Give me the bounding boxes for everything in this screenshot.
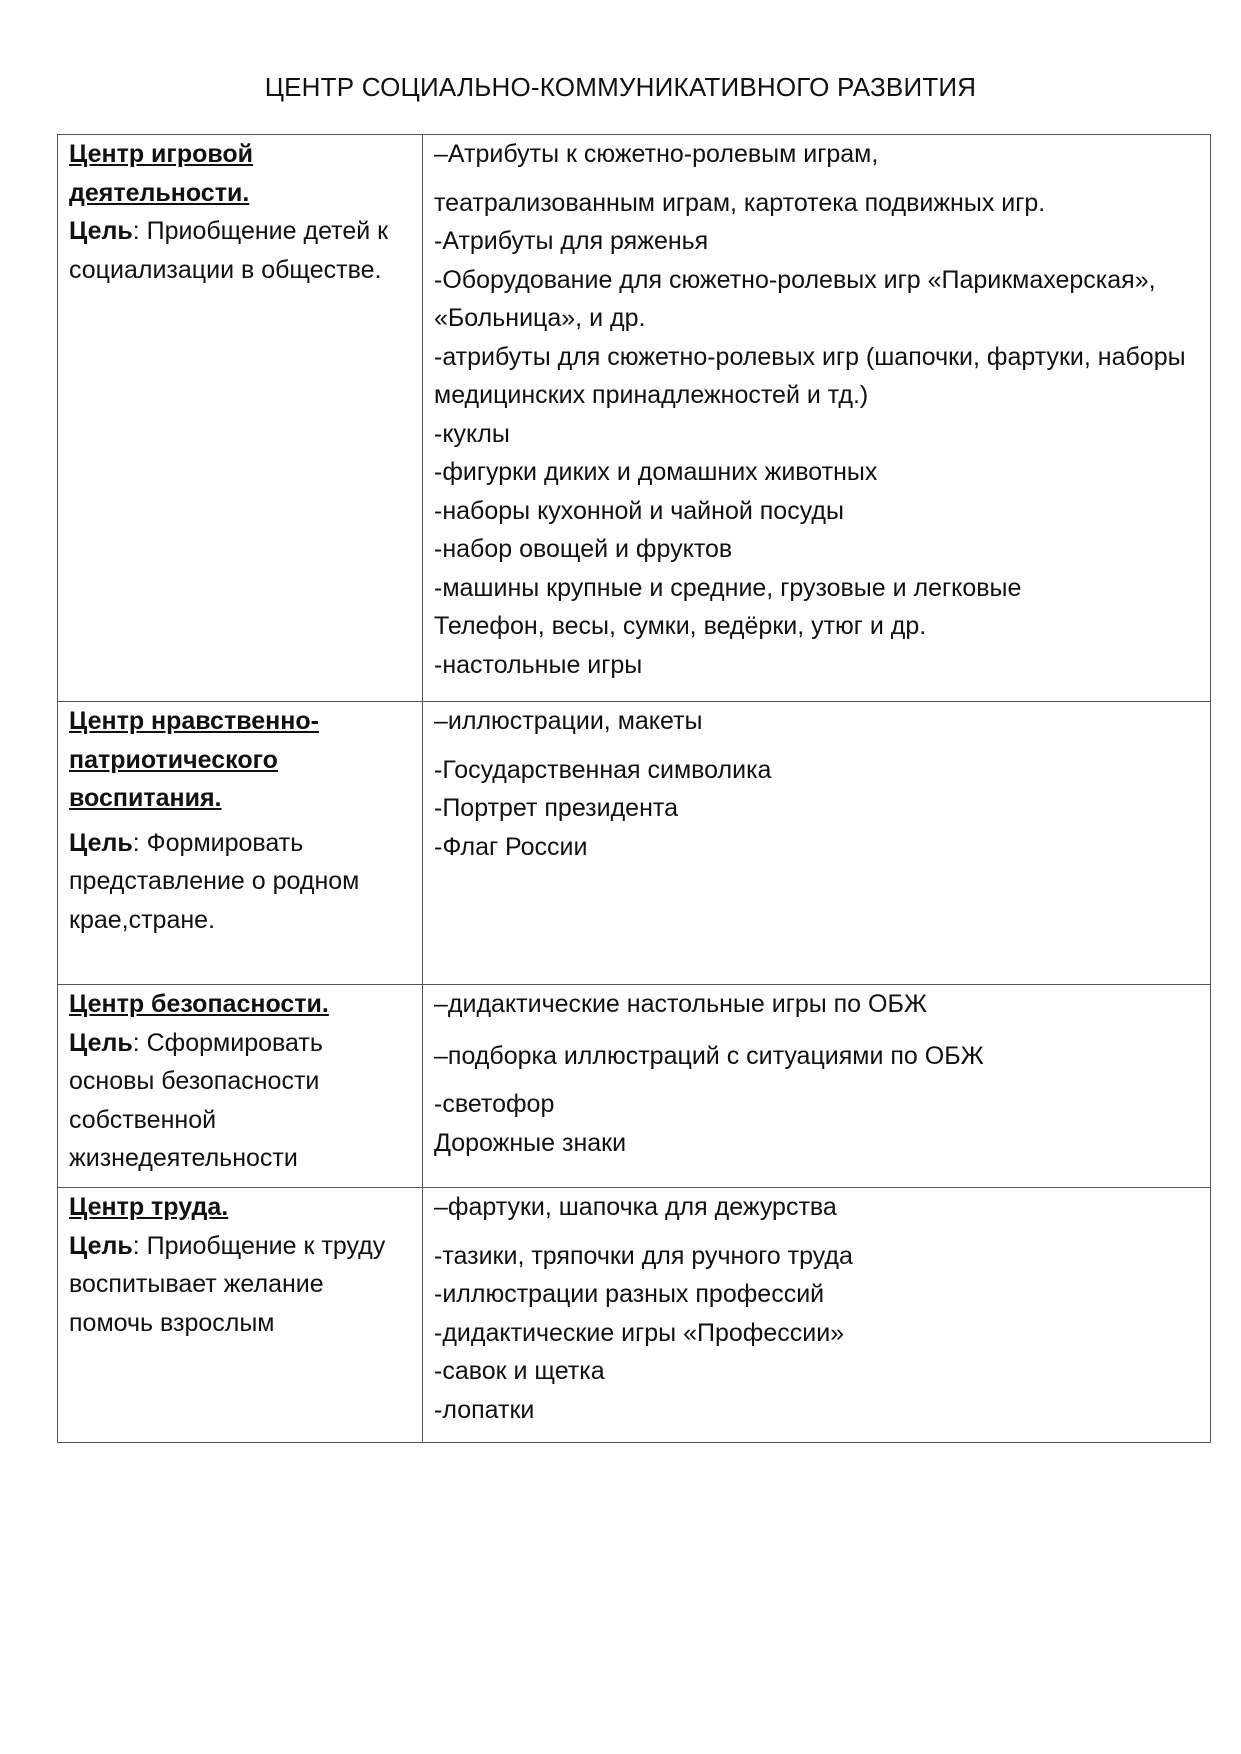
list-item: -Оборудование для сюжетно-ролевых игр «Парикмахерская», «Больница», и др.: [434, 265, 1156, 332]
list-item: –дидактические настольные игры по ОБЖ: [434, 990, 927, 1018]
list-item: Телефон, весы, сумки, ведёрки, утюг и др.: [434, 612, 927, 640]
center-goal: [69, 1024, 412, 1178]
goal-text: : Формировать представление о родном крае,стране.: [69, 828, 360, 934]
goal-label: Цель: [69, 1231, 133, 1260]
center-description-cell: [58, 135, 423, 702]
list-item: –подборка иллюстраций с ситуациями по ОБЖ: [434, 1041, 984, 1070]
list-item: -светофор: [434, 1090, 555, 1118]
center-items-cell: [423, 1188, 1211, 1443]
list-item: -Атрибуты для ряженья: [434, 227, 709, 255]
goal-text: : Приобщение к труду воспитывает желание помочь взрослым: [69, 1231, 386, 1337]
center-description-cell: [58, 1188, 423, 1443]
document-title: ЦЕНТР СОЦИАЛЬНО-КОММУНИКАТИВНОГО РАЗВИТИЯ: [264, 72, 977, 102]
list-item: театрализованным играм, картотека подвижных игр.: [434, 188, 1046, 217]
center-name: Центр труда.: [69, 1193, 229, 1221]
center-description-cell: [58, 985, 423, 1188]
list-item: -лопатки: [434, 1395, 535, 1424]
list-item: -набор овощей и фруктов: [434, 535, 733, 563]
list-item: -Флаг России: [434, 832, 588, 861]
list-item: –иллюстрации, макеты: [434, 707, 703, 735]
list-item: -фигурки диких и домашних животных: [434, 458, 878, 486]
center-items-cell: [423, 135, 1211, 702]
center-goal: [69, 1227, 412, 1343]
list-item: –Атрибуты к сюжетно-ролевым играм,: [434, 140, 879, 168]
center-goal: [69, 212, 412, 289]
goal-label: Цель: [69, 828, 133, 857]
goal-label: Цель: [69, 1028, 133, 1057]
list-item: -Портрет президента: [434, 794, 678, 822]
table-row: [58, 985, 1211, 1188]
list-item: -иллюстрации разных профессий: [434, 1280, 825, 1308]
list-item: Дорожные знаки: [434, 1128, 627, 1157]
center-name: Центр безопасности.: [69, 990, 329, 1018]
list-item: -атрибуты для сюжетно-ролевых игр (шапочки, фартуки, наборы медицинских принадлежностей и тд.): [434, 342, 1186, 409]
center-items-cell: [423, 985, 1211, 1188]
list-item: -куклы: [434, 419, 510, 448]
list-item: -тазики, тряпочки для ручного труда: [434, 1241, 853, 1270]
table-row: [58, 1188, 1211, 1443]
goal-label: Цель: [69, 217, 133, 245]
center-name: Центр игровой деятельности.: [69, 140, 254, 207]
list-item: -машины крупные и средние, грузовые и легковые: [434, 573, 1022, 602]
center-description-cell: [58, 702, 423, 985]
center-goal: [69, 824, 412, 940]
center-name: Центр нравственно-патриотического воспитания.: [69, 707, 319, 812]
goal-text: : Приобщение детей к социализации в обществе.: [69, 217, 389, 284]
list-item: -Государственная символика: [434, 755, 772, 784]
centers-table: [57, 134, 1211, 1443]
goal-text: : Сформировать основы безопасности собственной жизнедеятельности: [69, 1028, 323, 1172]
list-item: –фартуки, шапочка для дежурства: [434, 1193, 837, 1221]
list-item: -савок и щетка: [434, 1357, 605, 1385]
list-item: -дидактические игры «Профессии»: [434, 1318, 845, 1347]
center-items-cell: [423, 702, 1211, 985]
list-item: -наборы кухонной и чайной посуды: [434, 496, 844, 525]
table-row: [58, 702, 1211, 985]
table-row: [58, 135, 1211, 702]
list-item: -настольные игры: [434, 650, 643, 679]
